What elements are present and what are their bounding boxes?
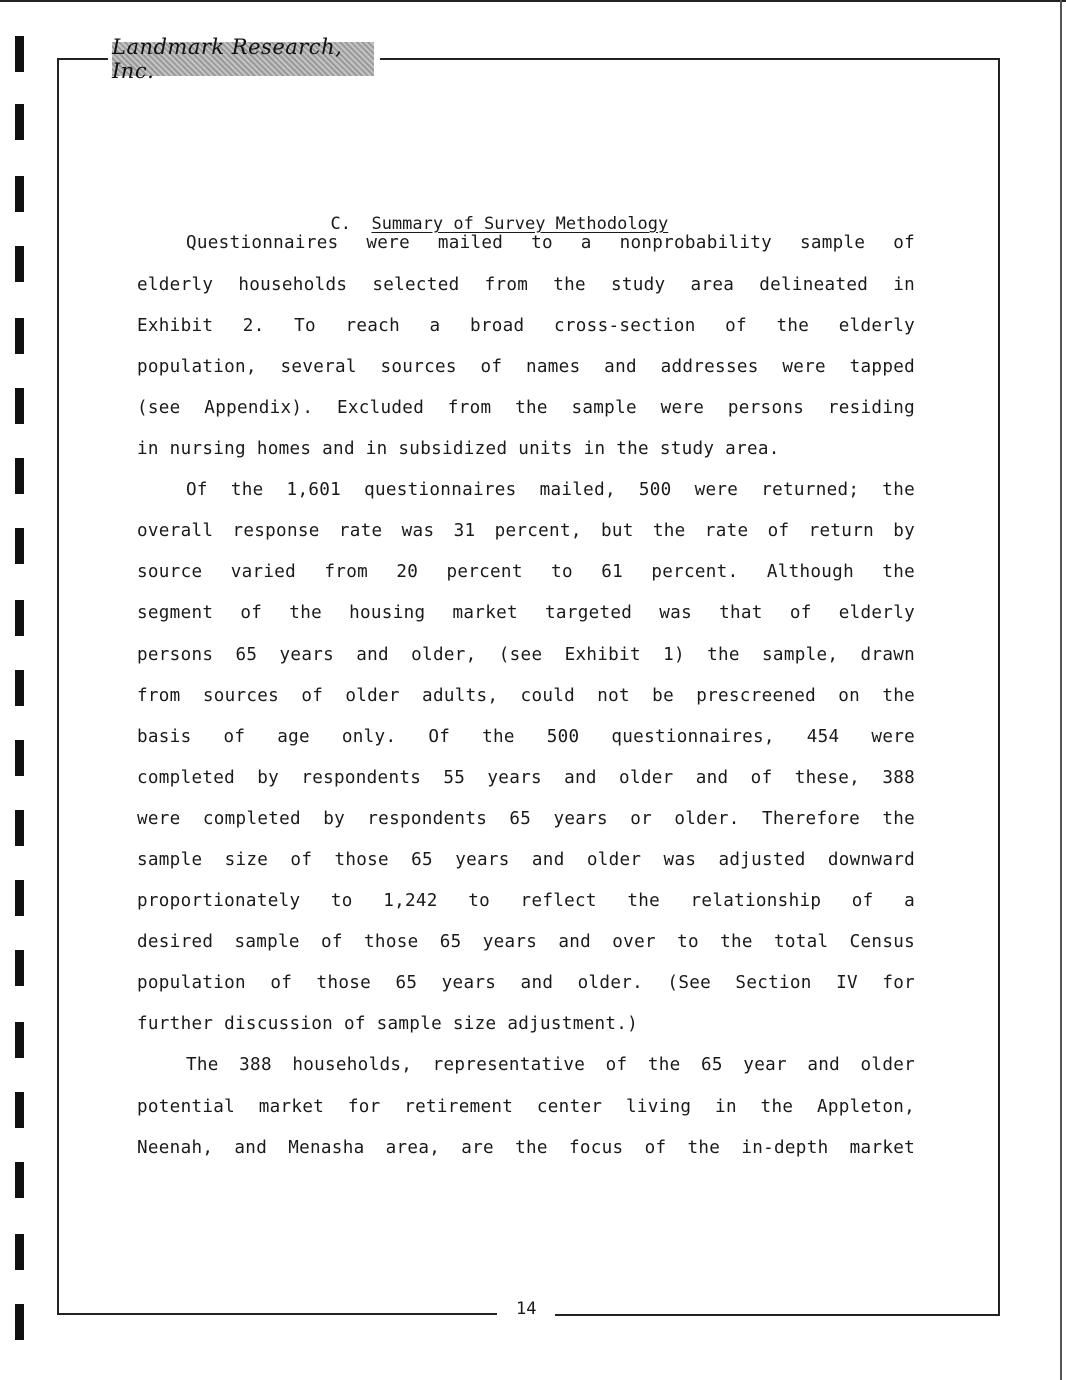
frame-rule <box>57 1313 497 1315</box>
frame-rule <box>555 1314 1000 1316</box>
binding-mark <box>15 528 24 564</box>
binding-mark <box>15 36 24 72</box>
binding-mark <box>15 1304 24 1340</box>
body-line: completed by respondents 55 years and older and of these, 388 <box>137 768 915 788</box>
binding-mark <box>15 1022 24 1058</box>
body-line: persons 65 years and older, (see Exhibit 1) the sample, drawn <box>137 645 915 665</box>
section-title: Summary of Survey Methodology <box>371 214 669 234</box>
body-line: were completed by respondents 65 years or older. Therefore the <box>137 809 915 829</box>
body-line: population of those 65 years and older. (See Section IV for <box>137 973 915 993</box>
binding-mark <box>15 880 24 916</box>
binding-mark <box>15 318 24 354</box>
binding-mark <box>15 670 24 706</box>
body-line: overall response rate was 31 percent, but the rate of return by <box>137 521 915 541</box>
binding-mark <box>15 740 24 776</box>
frame-rule <box>380 58 1000 60</box>
body-line: The 388 households, representative of the 65 year and older <box>186 1055 915 1075</box>
body-line: Exhibit 2. To reach a broad cross-section of the elderly <box>137 316 915 336</box>
body-line: segment of the housing market targeted was that of elderly <box>137 603 915 623</box>
binding-mark <box>15 810 24 846</box>
binding-mark <box>15 458 24 494</box>
company-logo <box>112 35 374 83</box>
frame-rule <box>58 58 108 60</box>
binding-mark <box>15 176 24 212</box>
body-line: basis of age only. Of the 500 questionnaires, 454 were <box>137 727 915 747</box>
binding-mark <box>15 1092 24 1128</box>
body-line: desired sample of those 65 years and over to the total Census <box>137 932 915 952</box>
body-line: from sources of older adults, could not be prescreened on the <box>137 686 915 706</box>
body-line: Questionnaires were mailed to a nonprobability sample of <box>186 233 915 253</box>
body-line: population, several sources of names and addresses were tapped <box>137 357 915 377</box>
body-line: (see Appendix). Excluded from the sample were persons residing <box>137 398 915 418</box>
body-line: elderly households selected from the study area delineated in <box>137 275 915 295</box>
logo-text: Landmark Research, Inc. <box>112 35 343 83</box>
body-line: further discussion of sample size adjustment.) <box>137 1014 639 1034</box>
binding-mark <box>15 246 24 282</box>
page-right-edge <box>1060 0 1062 1380</box>
body-line: source varied from 20 percent to 61 percent. Although the <box>137 562 915 582</box>
binding-mark <box>15 1234 24 1270</box>
binding-mark <box>15 104 24 140</box>
binding-mark <box>15 950 24 986</box>
body-line: Neenah, and Menasha area, are the focus of the in-depth market <box>137 1138 915 1158</box>
binding-mark <box>15 600 24 636</box>
section-letter: C. <box>330 214 351 234</box>
body-line: in nursing homes and in subsidized units in the study area. <box>137 439 780 459</box>
body-line: sample size of those 65 years and older was adjusted downward <box>137 850 915 870</box>
page-number: 14 <box>516 1299 537 1319</box>
binding-mark <box>15 388 24 424</box>
page-top-edge <box>0 0 1066 2</box>
section-heading <box>310 194 668 234</box>
binding-mark <box>15 1162 24 1198</box>
body-line: proportionately to 1,242 to reflect the relationship of a <box>137 891 915 911</box>
body-line: Of the 1,601 questionnaires mailed, 500 were returned; the <box>186 480 915 500</box>
frame-rule <box>998 58 1000 1316</box>
frame-rule <box>57 58 59 1314</box>
body-line: potential market for retirement center living in the Appleton, <box>137 1097 915 1117</box>
